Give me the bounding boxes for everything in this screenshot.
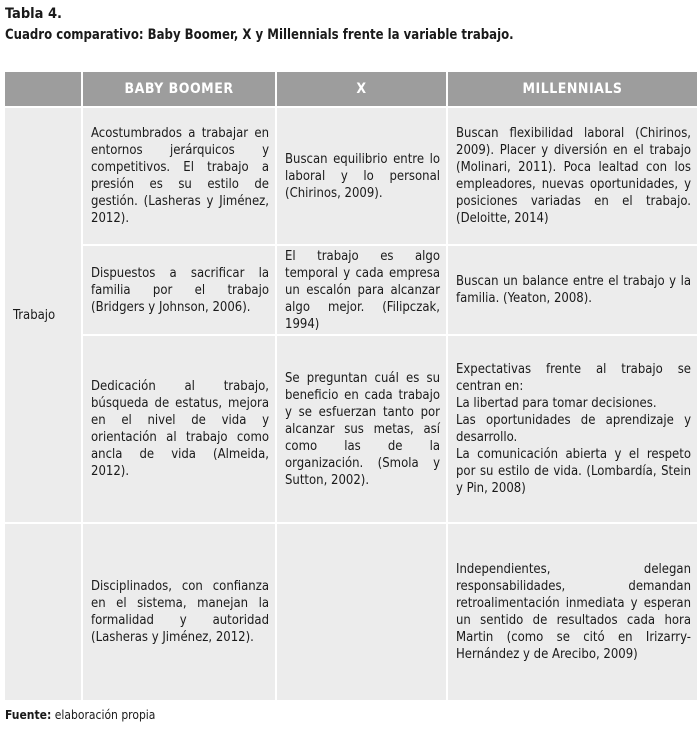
category-cell-empty bbox=[5, 524, 81, 700]
header-empty bbox=[5, 72, 81, 106]
cell-millennials: Buscan un balance entre el trabajo y la familia. (Yeaton, 2008). bbox=[448, 246, 697, 334]
cell-millennials: Expectativas frente al trabajo se centran en: La libertad para tomar decisiones. Las oportunidades de aprendizaje y desarrollo. La comunicación abierta y el respeto por su estilo de vida. (Lombardía, Stein y Pin, 2008) bbox=[448, 336, 697, 522]
table-row bbox=[5, 108, 697, 244]
source-label: Fuente: bbox=[5, 708, 52, 722]
cell-x: Se preguntan cuál es su beneficio en cada trabajo y se esfuerzan tanto por alcanzar sus metas, así como las de la organización. (Smola y Sutton, 2002). bbox=[277, 336, 446, 522]
header-x: X bbox=[277, 72, 446, 106]
source-text: elaboración propia bbox=[54, 708, 156, 722]
cell-x: El trabajo es algo temporal y cada empresa un escalón para alcanzar algo mejor. (Filipczak, 1994) bbox=[277, 246, 446, 334]
table-row bbox=[5, 336, 697, 522]
comparison-table bbox=[3, 70, 699, 702]
cell-millennials: Buscan flexibilidad laboral (Chirinos, 2009). Placer y diversión en el trabajo (Molinari, 2011). Poca lealtad con los empleadores, nuevas oportunidades, y posiciones variadas en el trabajo. (Deloitte, 2014) bbox=[448, 108, 697, 244]
source-note bbox=[5, 708, 155, 723]
cell-baby-boomer: Disciplinados, con confianza en el sistema, manejan la formalidad y autoridad (Lasheras y Jiménez, 2012). bbox=[83, 524, 275, 700]
header-millennials: MILLENNIALS bbox=[448, 72, 697, 106]
cell-x: Buscan equilibrio entre lo laboral y lo personal (Chirinos, 2009). bbox=[277, 108, 446, 244]
cell-x bbox=[277, 524, 446, 700]
cell-millennials: Independientes, delegan responsabilidades, demandan retroalimentación inmediata y esperan un sentido de resultados cada hora Martin (como se citó en Irizarry-Hernández y de Arecibo, 2009) bbox=[448, 524, 697, 700]
category-cell: Trabajo bbox=[5, 108, 81, 522]
header-baby-boomer: BABY BOOMER bbox=[83, 72, 275, 106]
table-title: Cuadro comparativo: Baby Boomer, X y Millennials frente la variable trabajo. bbox=[5, 27, 514, 43]
cell-baby-boomer: Acostumbrados a trabajar en entornos jerárquicos y competitivos. El trabajo a presión es su estilo de gestión. (Lasheras y Jiménez, 2012). bbox=[83, 108, 275, 244]
cell-baby-boomer: Dispuestos a sacrificar la familia por el trabajo (Bridgers y Johnson, 2006). bbox=[83, 246, 275, 334]
table-row bbox=[5, 246, 697, 334]
table-row bbox=[5, 524, 697, 700]
table-label: Tabla 4. bbox=[5, 6, 63, 22]
cell-baby-boomer: Dedicación al trabajo, búsqueda de estatus, mejora en el nivel de vida y orientación al trabajo como ancla de vida (Almeida, 2012). bbox=[83, 336, 275, 522]
table-header-row bbox=[5, 72, 697, 106]
